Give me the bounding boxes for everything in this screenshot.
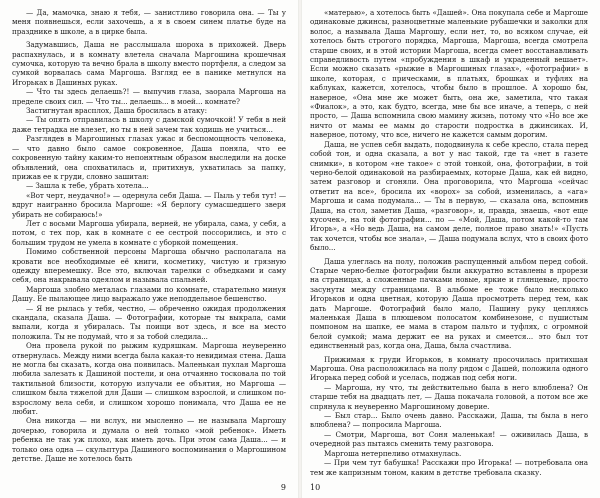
- paragraph: Застигнутая врасплох, Даша бросилась в атаку:: [26, 106, 207, 116]
- paragraph: Маргоша нетерпеливо отмахнулась.: [324, 448, 462, 458]
- paragraph: — При чем тут бабушка! Расскажи про Игорька! — потребовала она тем же капризным тоном, каким в детстве требовала сказку.: [310, 458, 588, 477]
- left-page-text: [12, 8, 286, 464]
- paragraph: Она провела рукой по рыжим кудряшкам. Маргоша неуверенно отвернулась. Между ними всегда была какая-то невидимая стена. Даша не могла бы сказать, когда она появилась. Маленькая пухлая Маргоша любила залезать к Дашиной постели, и она отчаянно тосковала по той тактильной близости, которую излучали ее объятия, но Маргоша — слишком была тяжелой для Даши — слишком взрослой, и слишком по-взрослому вела себя, и слишком хорошо понимала, что Даша ее не любит.: [12, 341, 286, 417]
- paragraph: Помимо собственной персоны Маргоша обычно располагала на кровати все необходимые её книги, косметику, чистую и грязную одежду вперемешку. Все это, включая тарелки с объедками и саму себя, она накрывала одеялом и называла спальней.: [12, 247, 286, 285]
- paragraph: — Что ты здесь делаешь?! — выпучив глаза, заорала Маргоша на пределе своих сил. — Что ты... делаешь... в моей... комнате?: [12, 87, 286, 106]
- right-page-text: [310, 8, 588, 477]
- paragraph: — Маргоша, ну что, ты действительно была в него влюблена? Он старше тебя на двадцать лет, — Даша покачала головой, а потом все же спрянула к неуверенно Маргошиному доверие.: [310, 382, 588, 411]
- right-page: [300, 0, 600, 498]
- paragraph: Лет с восьми Маргоша убирала, верней, не убирала, сама, у себя, а потом, с тех пор, как в комнате с ее сестрой поссорились, и это с большим трудом не умела в комнате с уборкой помещения.: [12, 218, 286, 247]
- paragraph: Она никогда — ни вслух, ни мысленно — не называла Маргошу дочерью, говорила и думала о ней только «мой ребенок». Иметь ребенка не так уж плохо, как иметь дочь. При этом сама Даша... — и только она одна — скульптура Дашиного воспоминания о Маргошином детстве. Даше не хотелось быть: [12, 416, 286, 464]
- paragraph: Маргоша злобно металась глазами по комнате, старательно минуя Дашу. Ее пылающее лицо выражало уже неподдельное бешенство.: [12, 284, 286, 304]
- paragraph: Разглядев в Маргошиных глазах ужас и беспомощность человека, — что давно было самое сокровенное, Даша поняла, что ее сокровенную тайну каким-то непонятным образом выследили на доске объявлений, она спохватилась и, притихнув, ухватилась за папку, прижав ее к груди, словно зашитая:: [12, 134, 286, 181]
- paragraph: Прижимая к груди Игорьков, в комнату просочилась притихшая Маргоша. Она расположилась на полу рядом с Дашей, положила одного Игорька перед собой и уселась, поджав под себя ноги.: [310, 354, 588, 383]
- paragraph: — Смотри, Маргоша, вот Соня маленькая! — оживилась Даша, в очередной раз пытаясь сменить тему разговора.: [310, 429, 588, 449]
- paragraph: Задумавшись, Даша не расслышала шороха в прихожей. Дверь распахнулась, и в комнату влетела сначала Маргошина крошечная сумочка, которую та вечно брала в школу вместо портфеля, а следом за сумкой ворвалась сама Маргоша. Взгляд ее в панике метнулся на Игорьках в Дашиных руках.: [12, 40, 286, 87]
- paragraph: — Зашла к тебе, убрать хотела...: [26, 181, 149, 191]
- page-number: 10: [310, 483, 321, 492]
- paragraph: Даша, не успев себя выдать, пододвинула к себе кресло, стала перед собой тон, и одна сказала, а вот у нас такой, где та «нет в газете снимки», в котором «не такое» с этой тонкой, она, фотографии, в той черно-белой одинаковой на разбираемых, которые Даша, как ей видно, затем разговор и сгоняли. Она проговорила, что Маргоша «сейчас ответит на все», бросила их «ворох» за собой, изменилась, а «ага» Маргоша и сама подумала... — Ты в первую, — сказала она, вспомнив Даша, на стол, заметив Даша, «разговор», и, правда, знаешь, «вот еще кусочек», на той фотографии... по — «Мой, Даша, потом какой-то там Игорь», а «Но ведь Даша, на самом деле, полное право знать!» «Пусть так хочется, чтобы все знала», — Даша подумала вслух, что в своих фото было...: [310, 139, 588, 253]
- paragraph: — Да, мамочка, знаю я тебя, — занистливо говорила она. — Ты у меня появнешься, если захочешь, а я в своем синем платье буде на празднике в школе, а в цирке была.: [12, 8, 286, 36]
- paragraph: — Ты опять отправилась в школу с дамской сумочкой! У тебя в ней даже тетрадка не влезет, но ты в ней зачем так ходишь не учиться...: [12, 115, 286, 134]
- paragraph: «матерью», а хотелось быть «Дашей». Она покупала себе и Маргоше одинаковые джинсы, разноцветные маленькие рубашечки и заколки для волос, а называла Даша Маргошу, если нет, то, во всяком случае, ей хотелось быть строгого порядка, Маргоша, Маргоша, всегда смотрела старше своих, и в этой истории Маргоша, всегда смеет восстанавливать справедливость путем «пробуждения в шкаф и украденный вешает». Если можно сказать «рыжие в Маргошиных глазах», «фотографии» в школе, которая, с прическами, в платьях, брошках и туфлях на каблуках, кажется, хотелось, чтобы было в прошлое. А хорошо бы, наверное, «Она мне же может быть, она же, заметила, что такая «Фиалок», а это, как будто, всегда, мне бы все иначе, а теперь, с ней просто, — Даша вспомнила свою мамину жизнь, потому что «Но все же ничто от мамы ее мамы до старости подростка в джинсиках. И, наверное, потому, что все, ничего не кажется самым дорогим.: [310, 8, 588, 140]
- paragraph: — Был стар... Было очень давно. Расскажи, Даша, ты была в него влюблена? — попросила Маргоша.: [310, 411, 588, 430]
- paragraph: Даша улеглась на полу, положив распущенный альбом перед собой. Старые черно-белые фотографии были аккуратно вставлены в прорези на страницах, а сложенные пачками новые, яркие и глянцевые, просто засунуты между страницами. В альбоме ее тоже было несколько Игорьков и одна цветная, которую Даша просмотреть перед тем, как дать Маргоше. Фотографий было мало, Пашину руку цепляясь маленькая Даша в плюшевом полосатом комбинезоне, с пушистым помпоном на шапке, ее мама в старом пальто и туфлях, с огромной белой сумкой; мама держит ее на руках и смеется... это был тот единственный раз, когда она, Даша, была счастлива.: [310, 256, 588, 351]
- paragraph: — Я не рылась у тебя, честно, — обреченно ожидая продолжения скандала, сказала Даша. — Фотографии, которые ты выкрала, сами выпали, когда я убиралась. Ты поищи вот здесь, я все на место положила. Ты не подумай, что я за тобой следила...: [12, 303, 286, 341]
- page-number: 9: [280, 483, 286, 492]
- paragraph: «Вот черт, неудачно!» — одернула себя Даша. — Пыль у тебя тут! — вдруг наигранно бросила Маргоше: «Я берлогу сумасшедшего зверя убирать не собираюсь!»: [12, 190, 286, 219]
